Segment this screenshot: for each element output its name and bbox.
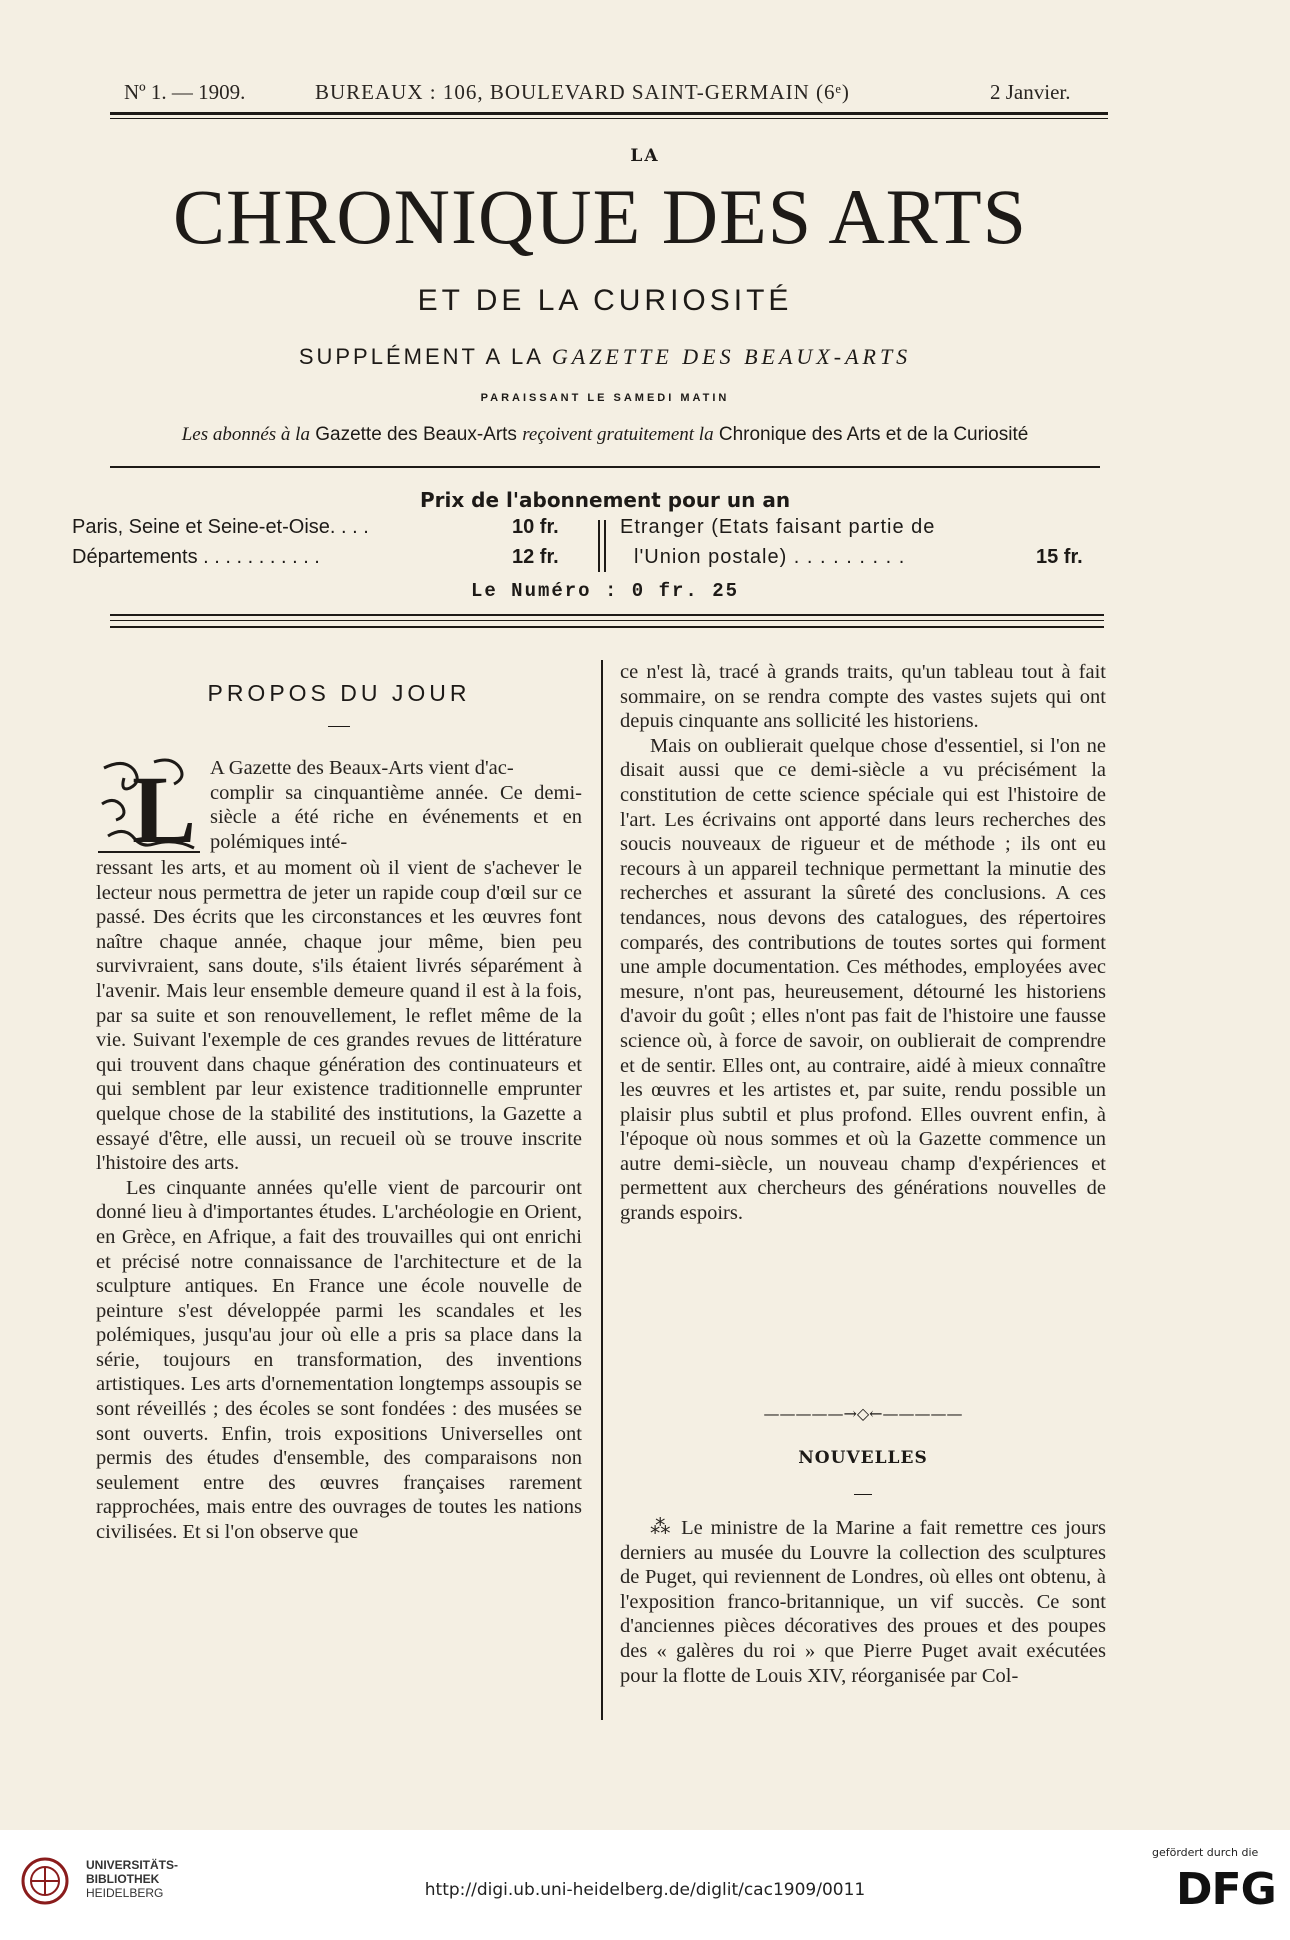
column-divider [601,660,603,1720]
header-rule [110,112,1108,115]
price-label-etranger: Etranger (Etats faisant partie de [620,516,936,538]
publication-schedule: PARAISSANT LE SAMEDI MATIN [480,392,730,404]
funded-by-label: gefördert durch die [1152,1846,1259,1859]
price-label-paris: Paris, Seine et Seine-et-Oise. . . . [72,516,369,538]
supplement-gazette: GAZETTE DES BEAUX-ARTS [551,344,912,369]
dropcap-letter: L [132,756,197,862]
price-label-union: l'Union postale) . . . . . . . . . [634,546,906,568]
university-line2: BIBLIOTHEK [86,1872,160,1886]
abonnes-part4: Chronique des Arts et de la Curiosité [718,424,1029,445]
masthead-subtitle: ET DE LA CURIOSITÉ [417,284,793,317]
bureaux-address: BUREAUX : 106, BOULEVARD SAINT-GERMAIN (6ᵉ) [315,80,850,104]
propos-p3: ce n'est là, tracé à grands traits, qu'un tableau tout à fait sommaire, on se rendra compte des vastes sujets qui ont depuis cinquante ans sollicité les historiens. [620,661,1106,733]
dropcap-ornament-icon [94,756,204,862]
propos-p1-beside-dropcap [210,756,582,854]
propos-title: PROPOS DU JOUR [207,680,471,706]
numero-price: Le Numéro : 0 fr. 25 [470,580,740,602]
header-rule-thin [110,118,1108,119]
abonnes-part3: reçoivent gratuitement la [522,424,714,445]
price-row-departements [72,546,320,569]
university-line1: UNIVERSITÄTS- [86,1858,179,1872]
propos-p1-rest: ressant les arts, et au moment où il vient de s'achever le lecteur nous permettra de jeter un rapide coup d'œil sur ce passé. Des écrits que les circonstances et les œuvres font naître chaque année, chaque jour même, bien peu survivraient, sans doute, s'ils étaient livrés séparément à l'avenir. Mais leur ensemble demeure quand il est à la fois, par sa suite et son renouvellement, le reflet même de la vie. Suivant l'exemple de ces grandes revues de littérature qui trouvent dans chaque génération des continuateurs et qui semblent par leur existence traditionnelle emprunter quelque chose de la stabilité des institutions, la Gazette a essayé d'être, elle aussi, un recueil où se trouve inscrite l'histoire des arts. [96,857,582,1175]
issue-date: 2 Janvier. [990,80,1071,104]
nouvelles-text [620,1516,1106,1688]
dfg-logo: DFG [1176,1864,1276,1915]
nouvelles-p1: ⁂ Le ministre de la Marine a fait remettre ces jours derniers au musée du Louvre la collection des sculptures de Puget, qui reviennent de Londres, où elles ont obtenu, à l'exposition franco-britannique, un vif succès. Ce sont d'anciennes pièces décoratives des proues et des poupes des « galères du roi » que Pierre Puget avait exécutées pour la flotte de Louis XIV, réorganisée par Col- [620,1517,1106,1687]
masthead-title: CHRONIQUE DES ARTS [172,173,1028,260]
nouvelles-title-dash [854,1494,872,1495]
abonnes-part1: Les abonnés à la [181,424,310,445]
source-url-link[interactable]: http://digi.ub.uni-heidelberg.de/diglit/cac1909/0011 [424,1880,866,1900]
masthead-article: LA [630,146,660,166]
section-rule-bottom [110,626,1104,628]
propos-title-dash [328,726,350,727]
supplement-line [0,344,1210,370]
issue-number: Nº 1. — 1909. [124,80,246,104]
price-paris: 10 fr. [512,516,559,538]
supplement-prefix: SUPPLÉMENT A LA [298,344,543,369]
propos-p4: Mais on oublierait quelque chose d'essentiel, si l'on ne disait aussi que ce demi-siècle a vu précisément la constitution de cette science spéciale qui est l'histoire de l'art. Les écrivains ont apporté dans leurs recherches des soucis nouveaux de rigueur et de méthode ; ils ont eu recours à un appareil technique permettant la minutie des recherches et assurant la sûreté des conclusions. A ces tendances, nous devons des catalogues, des répertoires comparés, des contributions de toutes sortes qui forment une ample documentation. Ces méthodes, employées avec mesure, n'ont pas, heureusement, détourné les historiens d'avoir du goût ; elles n'ont pas fait de l'histoire une fausse science où, à force de savoir, on oublierait de comprendre et de sentir. Elles ont, au contraire, aidé à mieux connaître les œuvres et les artistes et, par suite, rendu possible un plaisir plus subtil et plus profond. Elles ouvrent enfin, à l'époque où nous sommes et où la Gazette commence un autre demi-siècle, un nouveau champ d'expériences et permettent aux chercheurs des générations nouvelles de grands espoirs. [620,734,1106,1225]
abonnes-part2: Gazette des Beaux-Arts [315,424,517,445]
section-rule-mid [110,620,1104,621]
subscription-heading: Prix de l'abonnement pour un an [419,488,791,512]
abonnes-notice [60,424,1150,446]
dropcap-l-ornament [94,756,204,862]
propos-left-column-text [96,856,582,1545]
price-label-departements: Départements . . . . . . . . . . . [72,546,320,568]
price-divider-1 [598,520,600,572]
university-line3: HEIDELBERG [86,1886,164,1900]
masthead-rule [110,466,1100,468]
section-ornament: —————→◇←————— [763,1404,963,1423]
nouvelles-title: NOUVELLES [798,1448,928,1468]
propos-right-column-text [620,660,1106,1226]
price-row-paris [72,516,369,539]
section-rule-top [110,614,1104,616]
propos-p2: Les cinquante années qu'elle vient de parcourir ont donné lieu à d'importantes études. L'archéologie en Orient, en Grèce, en Afrique, a fait des trouvailles qui ont enrichi et précisé notre connaissance de l'architecture et de la sculpture antiques. En France une école nouvelle de peinture s'est développée parmi les scandales et les polémiques, jusqu'au jour où elle a pris sa place dans la série, toujours en transformation, des inventions artistiques. Les arts d'ornementation longtemps assoupis se sont réveillés ; des écoles se sont fondées : des musées se sont ouverts. Enfin, trois expositions Universelles ont permis des études d'ensemble, des comparaisons non seulement entre des œuvres françaises rarement rapprochées, mais entre des ouvrages de toutes les nations civilisées. Et si l'on observe que [96,1176,582,1544]
price-etranger: 15 fr. [1036,546,1083,568]
price-divider-2 [604,520,606,572]
propos-p1-wrapped-lines: complir sa cinquantième année. Ce demi-siècle a été riche en événements et en polémiques inté- [210,781,582,853]
propos-p1-first-line: A Gazette des Beaux-Arts vient d'ac- [210,757,514,779]
price-departements: 12 fr. [512,546,559,568]
